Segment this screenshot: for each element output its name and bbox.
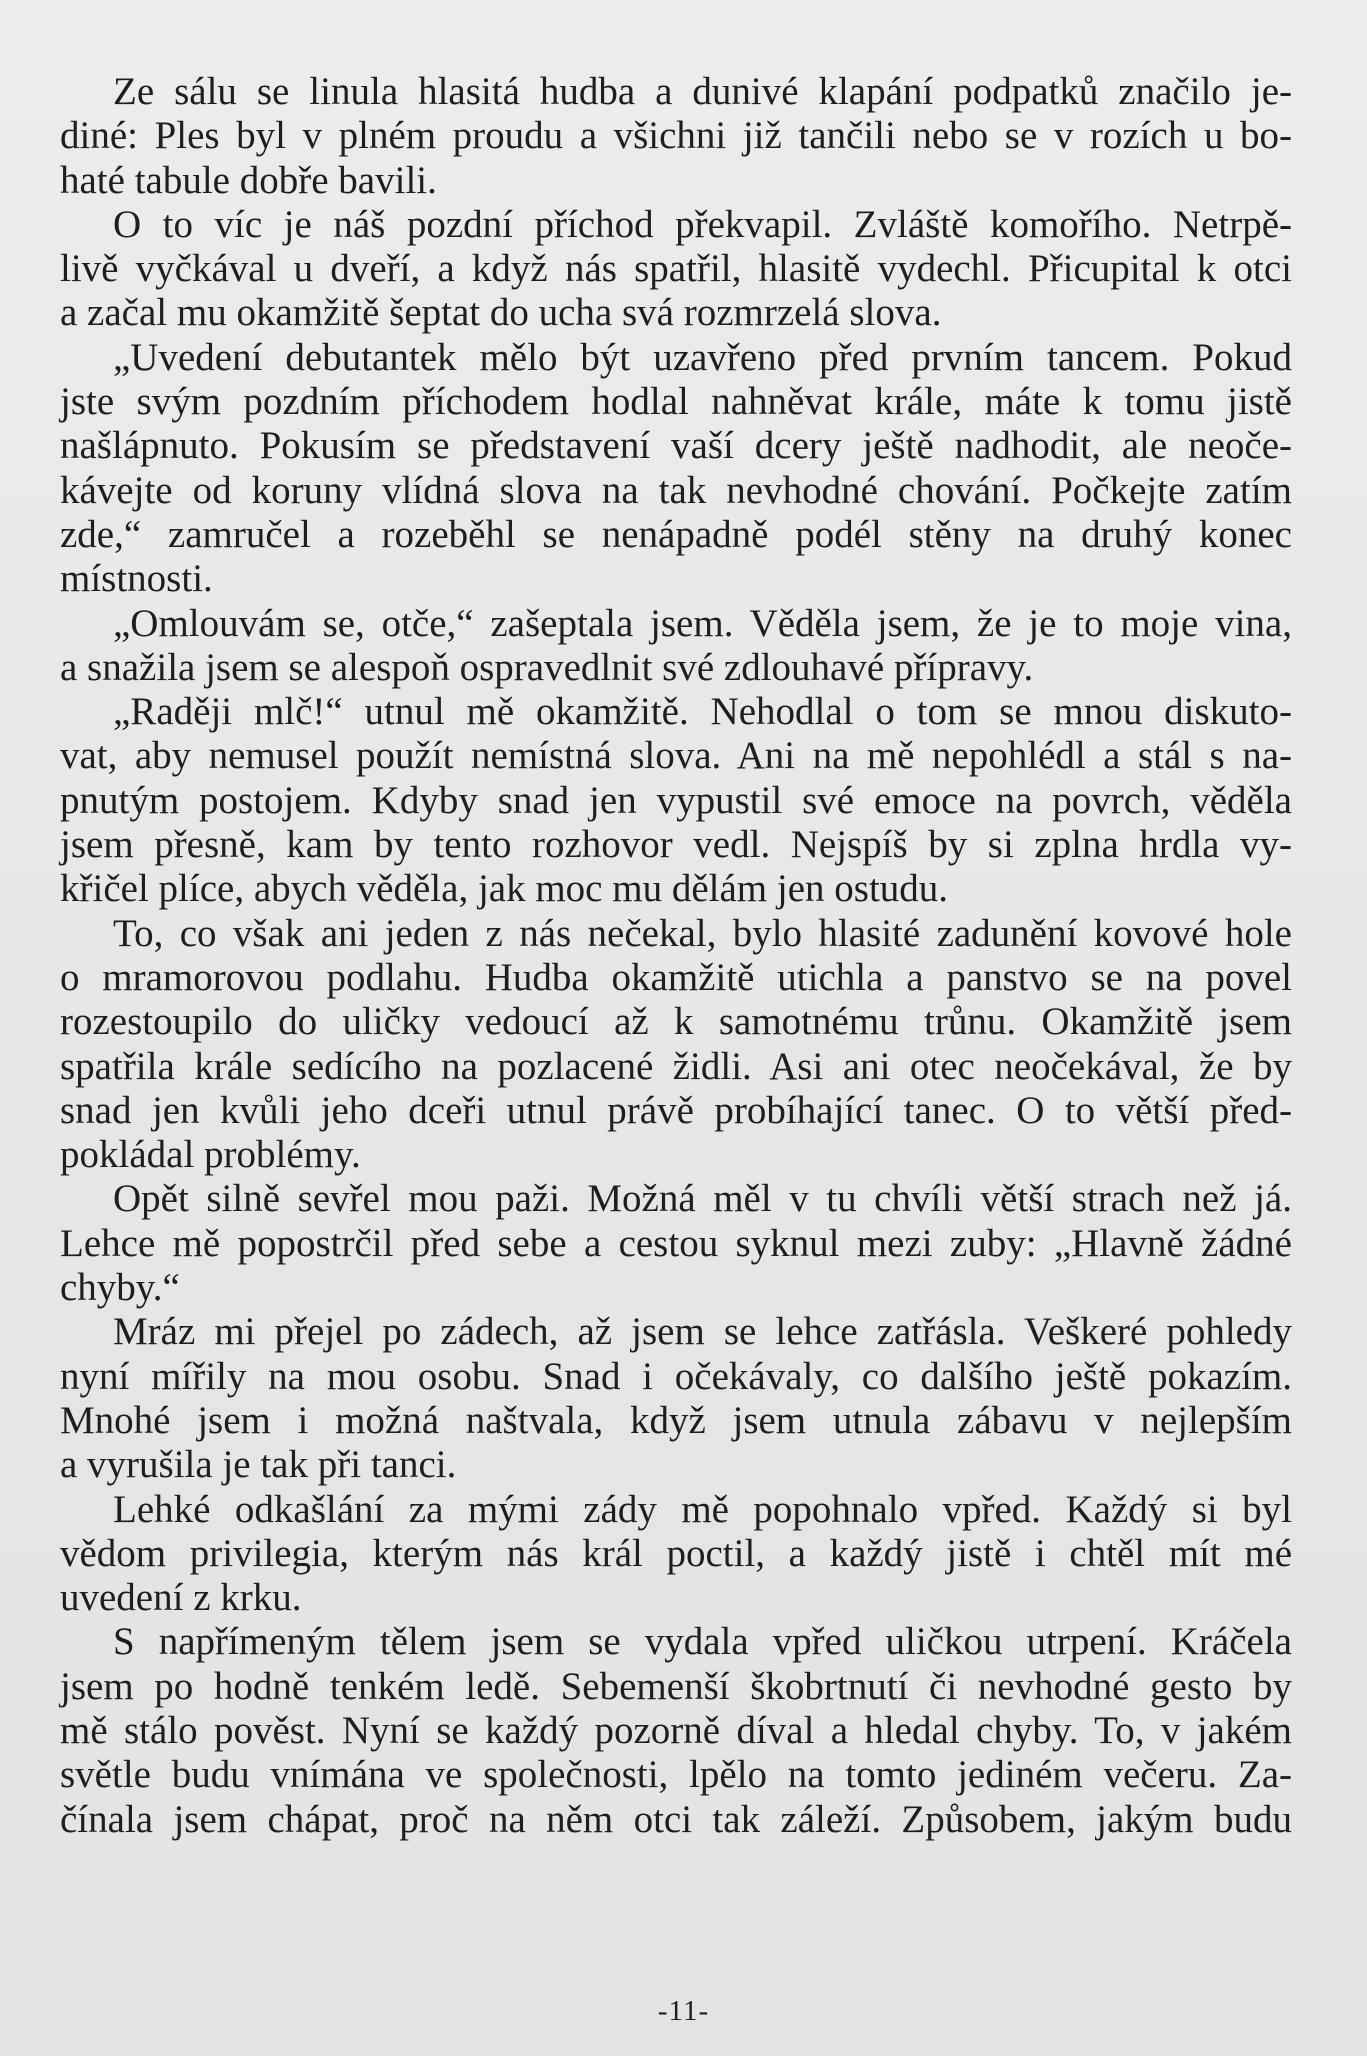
text-line: Opět silně sevřel mou paži. Možná měl v tu chvíli větší strach než já. [113,1177,1292,1221]
text-line: místnosti. [60,557,213,601]
text-line: křičel plíce, abych věděla, jak moc mu dělám jen ostudu. [60,867,949,911]
text-line: Lehce mě popostrčil před sebe a cestou syknul mezi zuby: „Hlavně žádné [60,1221,1292,1265]
text-line: snad jen kvůli jeho dceři utnul právě probíhající tanec. O to větší před- [60,1088,1292,1132]
text-line: mě stálo pověst. Nyní se každý pozorně díval a hledal chyby. To, v jakém [60,1708,1292,1752]
text-line: „Raději mlč!“ utnul mě okamžitě. Nehodlal o tom se mnou diskuto- [113,690,1292,734]
text-line: Ze sálu se linula hlasitá hudba a dunivé klapání podpatků značilo je- [113,70,1292,113]
text-line: „Omlouvám se, otče,“ zašeptala jsem. Věděla jsem, že je to moje vina, [113,601,1292,645]
text-line: To, co však ani jeden z nás nečekal, bylo hlasité zadunění kovové hole [113,911,1292,955]
text-line: světle budu vnímána ve společnosti, lpělo na tomto jediném večeru. Za- [60,1753,1292,1797]
text-line: S napřímeným tělem jsem se vydala vpřed uličkou utrpení. Kráčela [113,1620,1292,1664]
text-line: „Uvedení debutantek mělo být uzavřeno před prvním tancem. Pokud [113,335,1292,379]
text-line: a snažila jsem se alespoň ospravedlnit své zdlouhavé přípravy. [60,645,1034,689]
page-number: -11- [657,1995,710,2027]
text-line: kávejte od koruny vlídná slova na tak nevhodné chování. Počkejte zatím [60,468,1292,512]
body-text [60,70,1292,1842]
text-line: pnutým postojem. Kdyby snad jen vypustil své emoce na povrch, věděla [60,778,1292,822]
text-line: o mramorovou podlahu. Hudba okamžitě utichla a panstvo se na povel [60,955,1292,999]
text-line: čínala jsem chápat, proč na něm otci tak záleží. Způsobem, jakým budu [60,1797,1292,1841]
text-line: jste svým pozdním příchodem hodlal nahněvat krále, máte k tomu jistě [60,380,1292,424]
text-line: spatřila krále sedícího na pozlacené židli. Asi ani otec neočekával, že by [60,1044,1292,1088]
text-line: jsem přesně, kam by tento rozhovor vedl. Nejspíš by si zplna hrdla vy- [60,823,1292,867]
text-line: vat, aby nemusel použít nemístná slova. Ani na mě nepohlédl a stál s na- [60,734,1292,778]
text-line: našlápnuto. Pokusím se představení vaší dcery ještě nadhodit, ale neoče- [60,424,1292,468]
text-line: chyby.“ [60,1266,180,1310]
text-line: nyní mířily na mou osobu. Snad i očekávaly, co dalšího ještě pokazím. [60,1354,1292,1398]
text-line: Mráz mi přejel po zádech, až jsem se lehce zatřásla. Veškeré pohledy [113,1310,1292,1354]
text-line: pokládal problémy. [60,1133,361,1177]
text-line: zde,“ zamručel a rozeběhl se nenápadně podél stěny na druhý konec [60,512,1292,556]
text-line: a vyrušila je tak při tanci. [60,1443,457,1487]
text-line: uvedení z krku. [60,1576,302,1620]
text-line: rozestoupilo do uličky vedoucí až k samotnému trůnu. Okamžitě jsem [60,1000,1292,1044]
text-line: jsem po hodně tenkém ledě. Sebemenší škobrtnutí či nevhodné gesto by [60,1664,1292,1708]
text-line: Mnohé jsem i možná naštvala, když jsem utnula zábavu v nejlepším [60,1398,1292,1442]
text-line: haté tabule dobře bavili. [60,158,437,202]
text-line: Lehké odkašlání za mými zády mě popohnalo vpřed. Každý si byl [113,1487,1292,1531]
text-line: vědom privilegia, kterým nás král poctil, a každý jistě i chtěl mít mé [60,1531,1292,1575]
text-line: livě vyčkával u dveří, a když nás spatřil, hlasitě vydechl. Přicupital k otci [60,247,1292,291]
text-line: O to víc je náš pozdní příchod překvapil. Zvláště komořího. Netrpě- [113,202,1292,246]
text-line: a začal mu okamžitě šeptat do ucha svá rozmrzelá slova. [60,291,942,335]
text-line: diné: Ples byl v plném proudu a všichni již tančili nebo se v rozích u bo- [60,114,1292,158]
